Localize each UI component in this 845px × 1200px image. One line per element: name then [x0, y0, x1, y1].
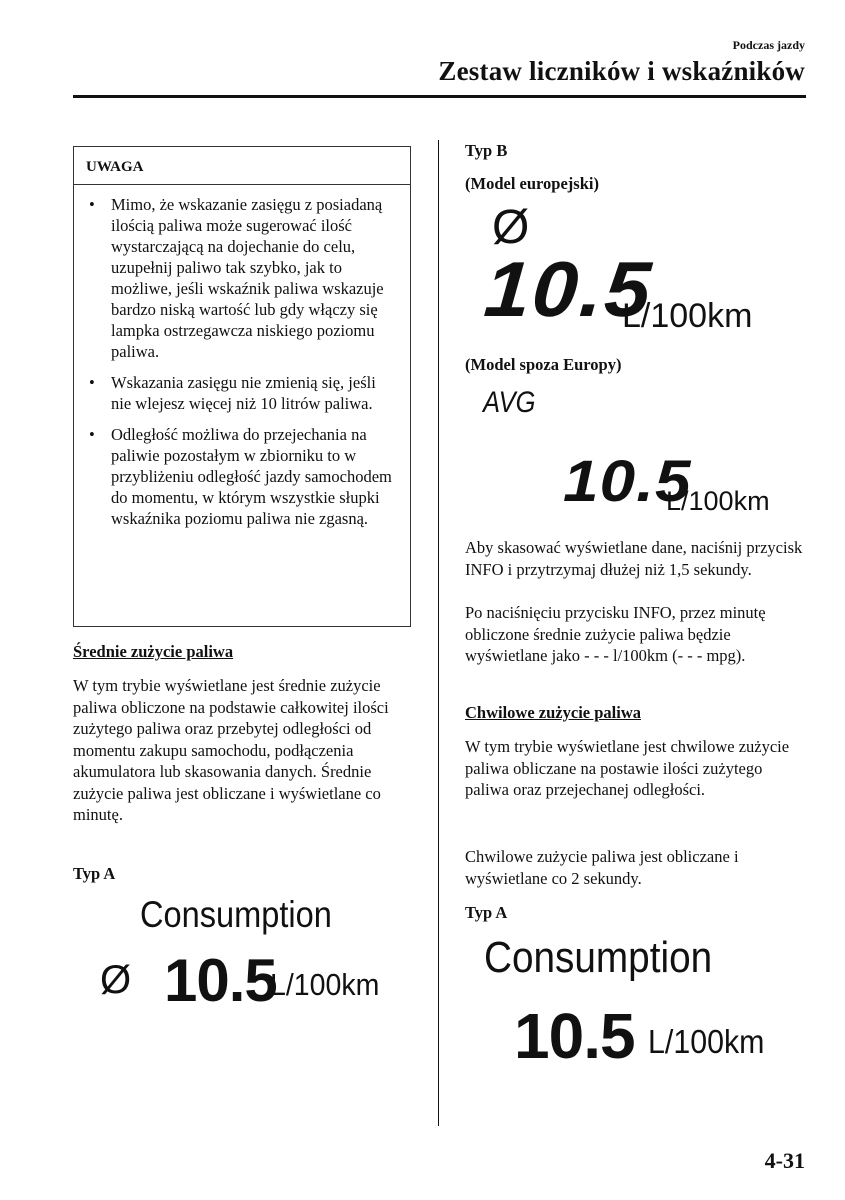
bullet-icon: • [89, 373, 95, 392]
model-eu-label: (Model europejski) [465, 174, 599, 193]
bullet-icon: • [89, 195, 95, 214]
instant-paragraph-2: Chwilowe zużycie paliwa jest obliczane i wyświetlane co 2 sekundy. [465, 847, 739, 888]
instant-paragraph-1: W tym trybie wyświetlane jest chwilowe zużycie paliwa obliczane na postawie ilości zużytego paliwa oraz przejechanej odległości. [465, 737, 790, 799]
avg-consumption-paragraph: W tym trybie wyświetlane jest średnie zużycie paliwa obliczone na podstawie całkowitej ilości zużytego paliwa oraz przebytej odległości od momentu zakupu samochodu, podłączenia akumulatora lub skasowania danych. Średnie zużycie paliwa jest obliczane i wyświetlane co minutę. [73, 676, 389, 824]
display-a2-value: 10.5 [514, 1000, 635, 1072]
display-b-eu-unit: L/100km [622, 297, 753, 335]
type-b-label: Typ B [465, 141, 508, 160]
average-symbol-icon: Ø [100, 958, 132, 1002]
display-a2-unit: L/100km [648, 1023, 765, 1060]
section-label: Podczas jazdy [732, 38, 805, 52]
info-paragraph: Po naciśnięciu przycisku INFO, przez minutę obliczone średnie zużycie paliwa będzie wyświetlane jako - - - l/100km (- - - mpg). [465, 603, 766, 665]
display-a-word: Consumption [140, 894, 332, 935]
note-item-text: Mimo, że wskazanie zasięgu z posiadaną ilością paliwa może sugerować ilość wystarczającą na dojechanie do celu, uzupełnij paliwo tak szybko, jak to możliwe, jeśli wskaźnik paliwa wskazuje bardzo niską wartość lub gdy włączy się lampka ostrzegawcza niskiego poziomu paliwa. [111, 195, 384, 361]
header-rule [73, 95, 806, 98]
display-a2-word: Consumption [484, 933, 713, 982]
display-b-avg-label: AVG [483, 386, 536, 419]
note-box [73, 146, 411, 627]
average-symbol-icon: Ø [492, 201, 530, 254]
note-item [86, 372, 400, 414]
page-title: Zestaw liczników i wskaźników [438, 56, 805, 86]
display-a-value: 10.5 [164, 947, 277, 1014]
note-item [86, 194, 400, 362]
note-list [86, 194, 400, 539]
note-divider [74, 184, 410, 185]
note-title: UWAGA [86, 159, 144, 175]
note-item-text: Odległość możliwa do przejechania na paliwie pozostałym w zbiorniku to w przybliżeniu odległość jazdy samochodem do momentu, w którym wszystkie słupki wskaźnika poziomu paliwa nie zgasną. [111, 425, 392, 528]
note-item-text: Wskazania zasięgu nie zmienią się, jeśli nie wlejesz więcej niż 10 litrów paliwa. [111, 373, 376, 413]
model-non-eu-label: (Model spoza Europy) [465, 355, 622, 374]
column-divider [438, 140, 439, 1126]
note-item [86, 424, 400, 529]
display-a-unit: L/100km [270, 967, 380, 1002]
display-b-eu-value: 10.5 [481, 245, 656, 333]
display-b-non-eu-unit: L/100km [666, 486, 770, 516]
page-number: 4-31 [764, 1148, 805, 1173]
bullet-icon: • [89, 425, 95, 444]
reset-paragraph: Aby skasować wyświetlane dane, naciśnij przycisk INFO i przytrzymaj dłużej niż 1,5 sekundy. [465, 538, 803, 579]
avg-consumption-heading: Średnie zużycie paliwa [73, 642, 234, 661]
display-b-non-eu-value: 10.5 [563, 449, 692, 514]
type-a-label-left: Typ A [73, 864, 116, 883]
type-a-label-right: Typ A [465, 903, 508, 922]
instant-consumption-heading: Chwilowe zużycie paliwa [465, 703, 641, 722]
